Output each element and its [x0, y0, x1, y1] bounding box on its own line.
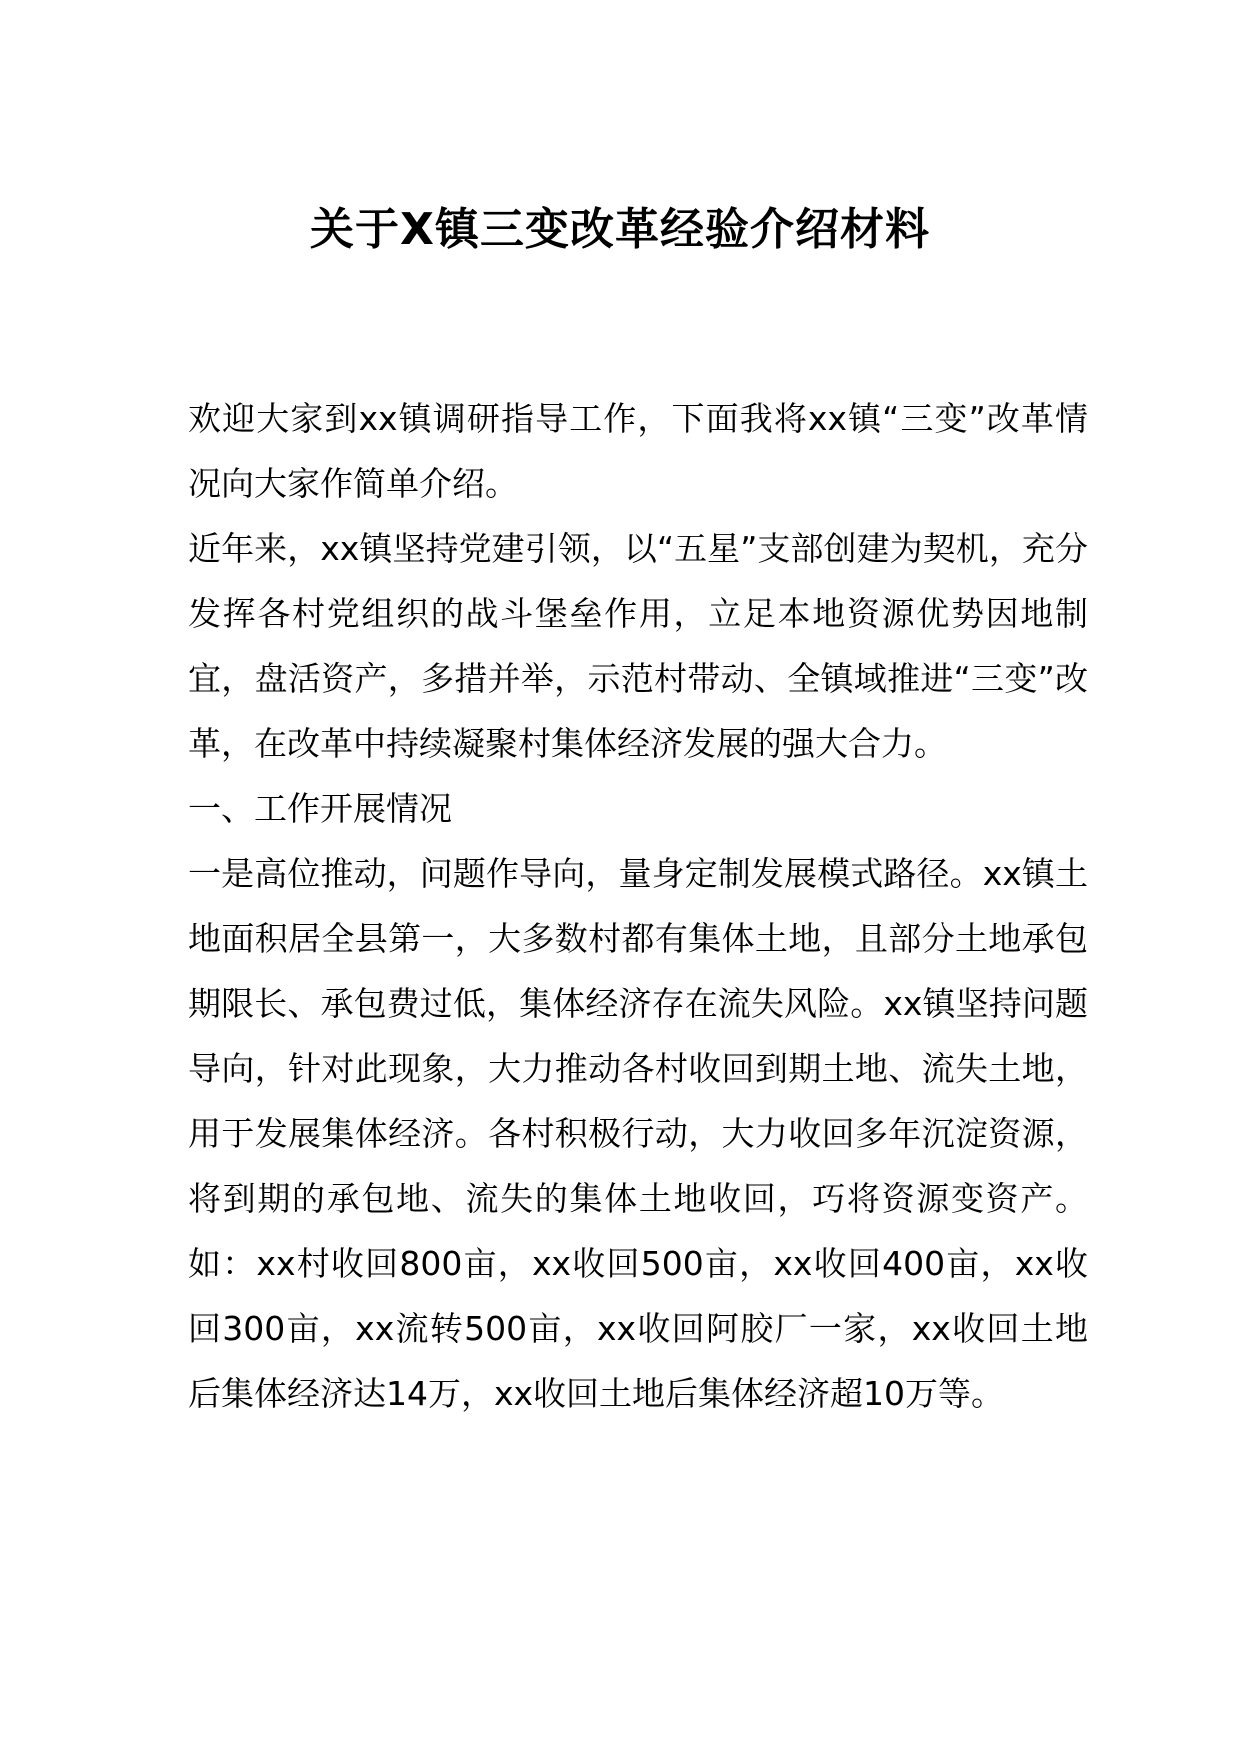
- paragraph-work-detail: 一是高位推动，问题作导向，量身定制发展模式路径。xx镇土地面积居全县第一，大多数村都有集体土地，且部分土地承包期限长、承包费过低，集体经济存在流失风险。xx镇坚持问题导向，针对此现象，大力推动各村收回到期土地、流失土地，用于发展集体经济。各村积极行动，大力收回多年沉淀资源，将到期的承包地、流失的集体土地收回，巧将资源变资产。如：xx村收回800亩，xx收回500亩，xx收回400亩，xx收回300亩，xx流转500亩，xx收回阿胶厂一家，xx收回土地后集体经济达14万，xx收回土地后集体经济超10万等。: [188, 854, 1088, 1413]
- paragraph-overview: 近年来，xx镇坚持党建引领，以“五星”支部创建为契机，充分发挥各村党组织的战斗堡垒作用，立足本地资源优势因地制宜，盘活资产，多措并举，示范村带动、全镇域推进“三变”改革，在改革中持续凝聚村集体经济发展的强大合力。: [188, 529, 1088, 763]
- paragraph-intro: 欢迎大家到xx镇调研指导工作，下面我将xx镇“三变”改革情况向大家作简单介绍。: [188, 399, 1088, 503]
- document-body: [188, 386, 1088, 1426]
- document-title: 关于X镇三变改革经验介绍材料: [310, 204, 930, 255]
- section-heading: 一、工作开展情况: [188, 789, 452, 828]
